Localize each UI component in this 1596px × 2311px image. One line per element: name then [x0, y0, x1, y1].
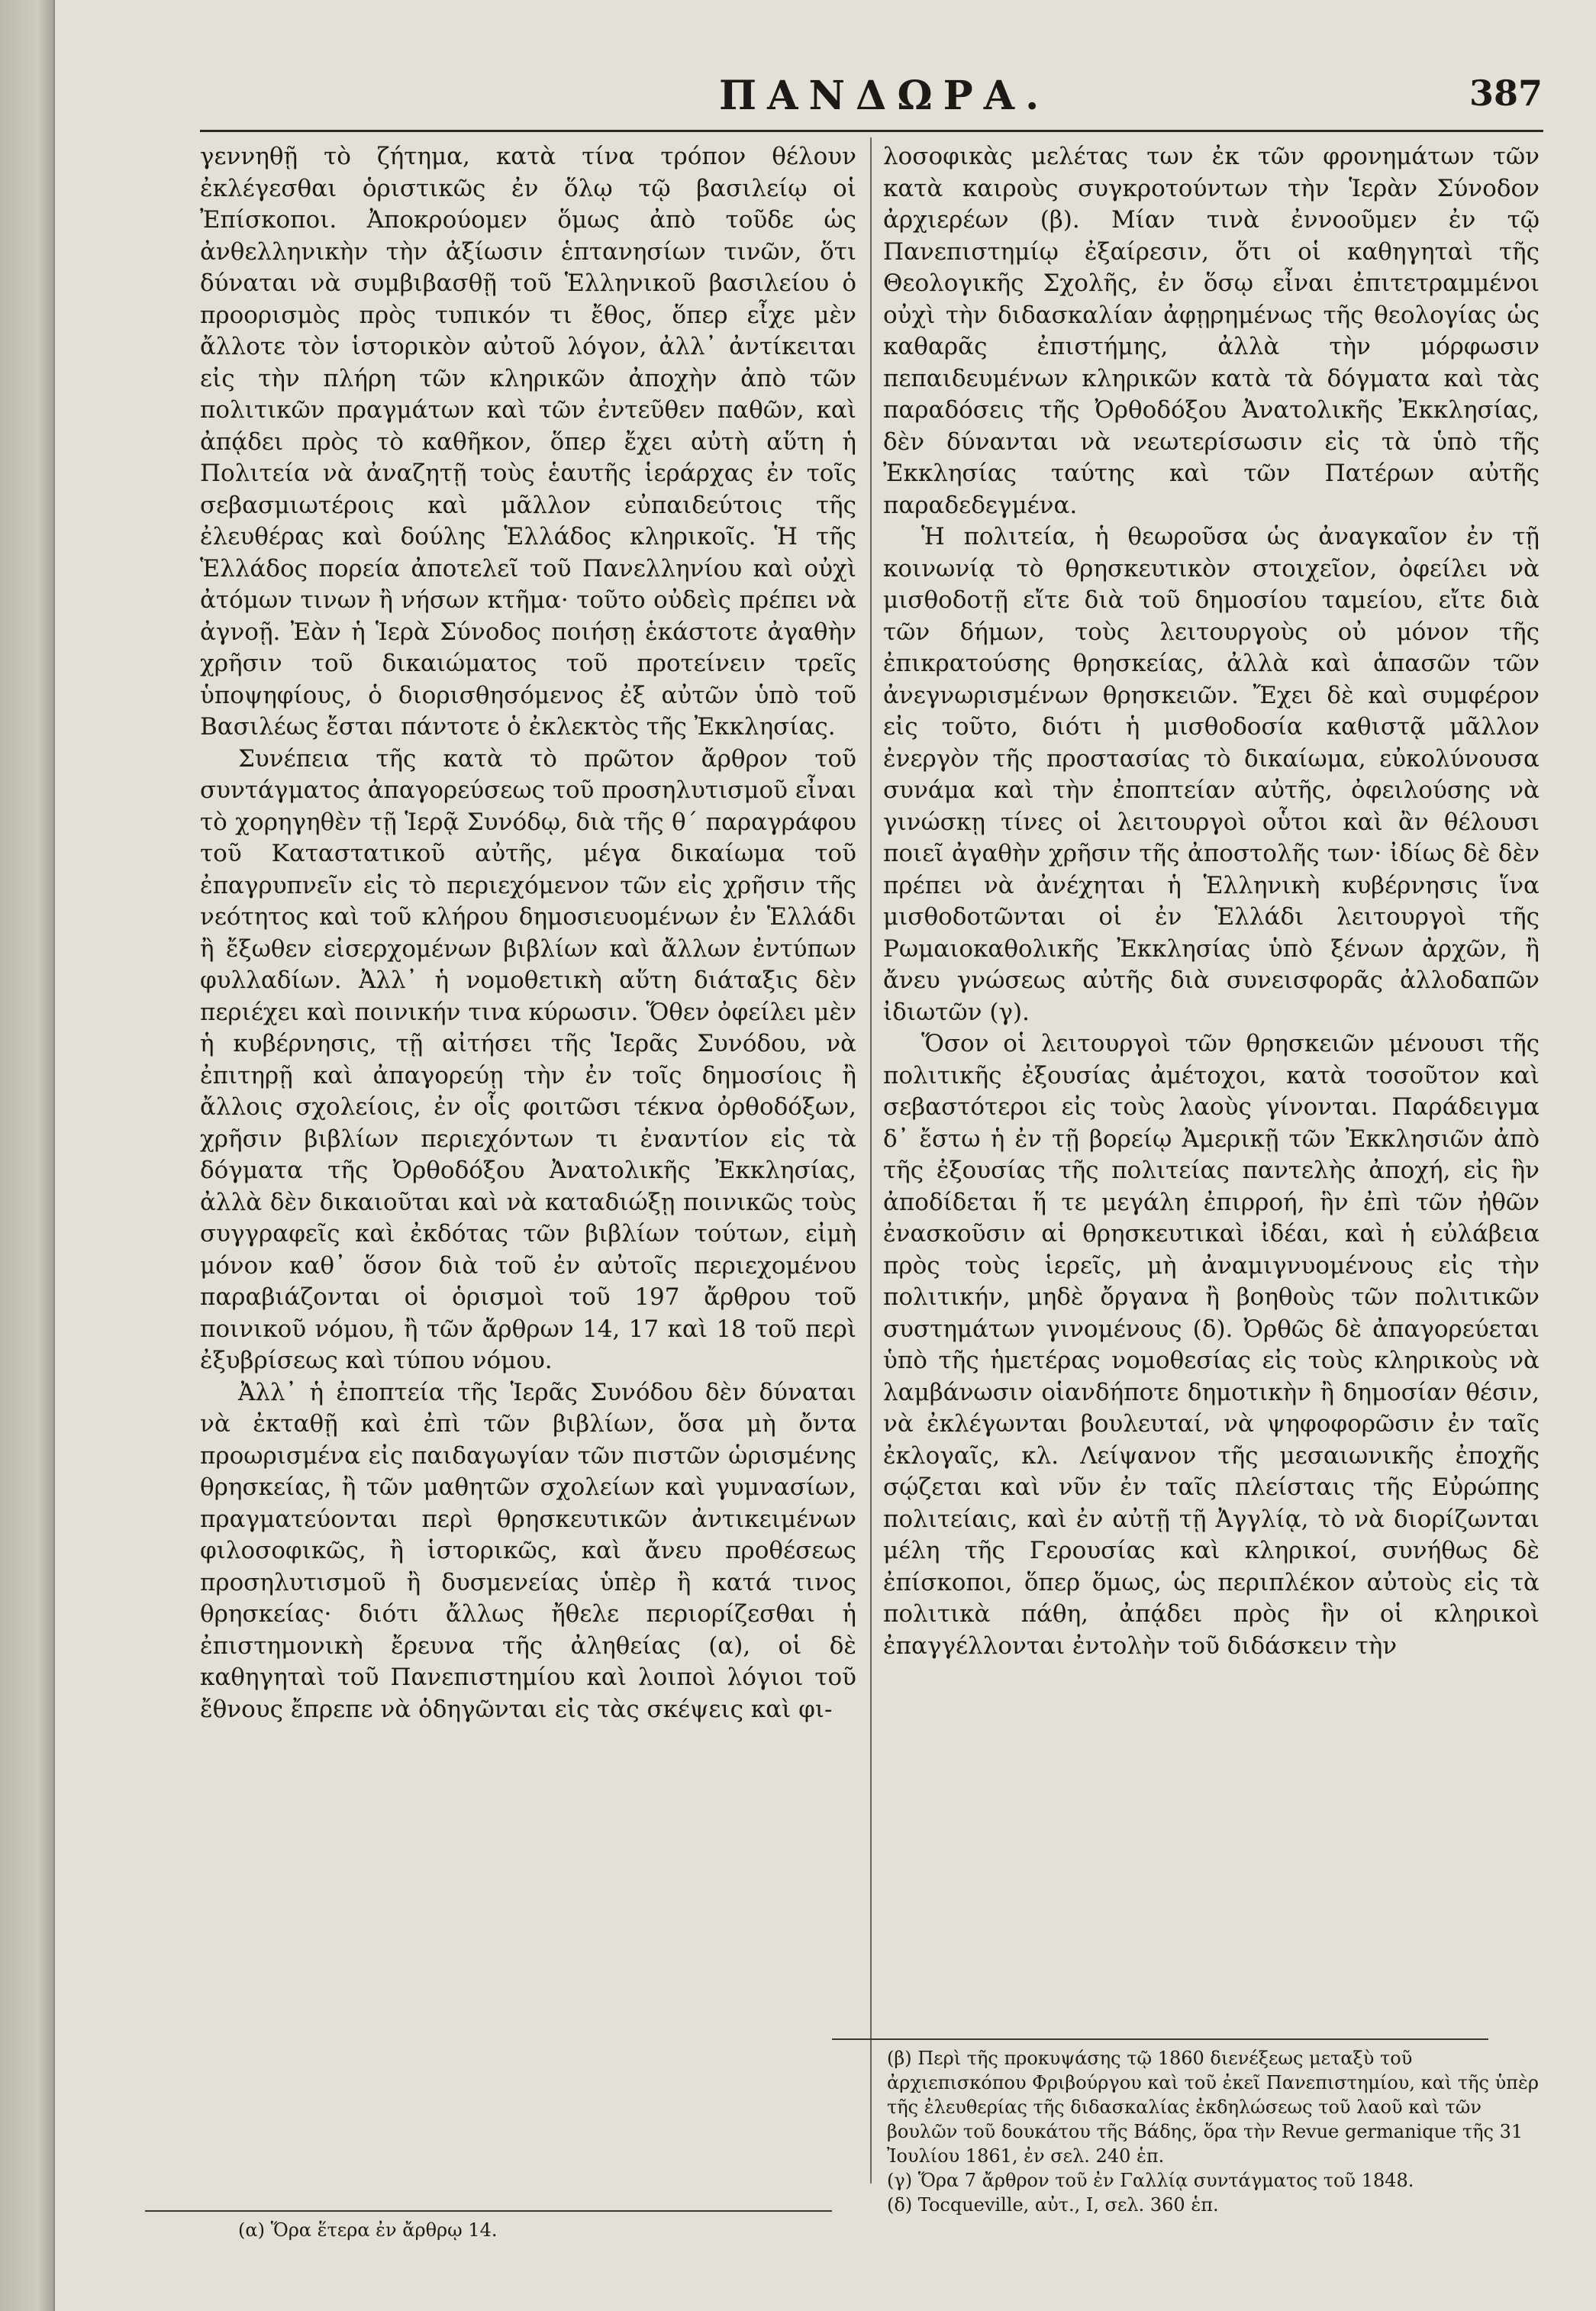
running-header — [55, 73, 1596, 126]
paragraph: γεννηθῇ τὸ ζήτημα, κατὰ τίνα τρόπον θέλουν ἐκλέγεσθαι ὁριστικῶς ἐν ὅλῳ τῷ βασιλείῳ οἱ Ἐπίσκοποι. Ἀποκρούομεν ὅμως ἀπὸ τοῦδε ὡς ἀνθελληνικὴν τὴν ἀξίωσιν ἑπτανησίων τινῶν, ὅτι δύναται νὰ συμβιβασθῇ τοῦ Ἑλληνικοῦ βασιλείου ὁ προορισμὸς πρὸς τυπικόν τι ἔθος, ὅπερ εἶχε μὲν ἄλλοτε τὸν ἱστορικὸν αὐτοῦ λόγον, ἀλλ᾽ ἀντίκειται εἰς τὴν πλήρη τῶν κληρικῶν ἀποχὴν ἀπὸ τῶν πολιτικῶν πραγμάτων καὶ τῶν ἐντεῦθεν παθῶν, καὶ ἀπᾴδει πρὸς τὸ καθῆκον, ὅπερ ἔχει αὐτὴ αὕτη ἡ Πολιτεία νὰ ἀναζητῇ τοὺς ἑαυτῆς ἱεράρχας ἐν τοῖς σεβασμιωτέροις καὶ μᾶλλον εὐπαιδεύτοις τῆς ἐλευθέρας καὶ δούλης Ἑλλάδος κληρικοῖς. Ἡ τῆς Ἑλλάδος πορεία ἀποτελεῖ τοῦ Πανελληνίου καὶ οὐχὶ ἀτόμων τινων ἢ νήσων κτῆμα· τοῦτο οὐδεὶς πρέπει νὰ ἀγνοῇ. Ἐὰν ἡ Ἱερὰ Σύνοδος ποιήσῃ ἑκάστοτε ἀγαθὴν χρῆσιν τοῦ δικαιώματος τοῦ προτείνειν τρεῖς ὑποψηφίους, ὁ διορισθησόμενος ἐξ αὐτῶν ὑπὸ τοῦ Βασιλέως ἔσται πάντοτε ὁ ἐκλεκτὸς τῆς Ἐκκλησίας. — [200, 143, 856, 741]
book-page — [55, 0, 1596, 2311]
paragraph: λοσοφικὰς μελέτας των ἐκ τῶν φρονημάτων τῶν κατὰ καιροὺς συγκροτούντων τὴν Ἱερὰν Σύνοδον ἀρχιερέων (β). Μίαν τινὰ ἐννοοῦμεν ἐν τῷ Πανεπιστημίῳ ἐξαίρεσιν, ὅτι οἱ καθηγηταὶ τῆς Θεολογικῆς Σχολῆς, ἐν ὅσῳ εἶναι ἐπιτετραμμένοι οὐχὶ τὴν διδασκαλίαν ἀφῃρημένως τῆς θεολογίας ὡς καθαρᾶς ἐπιστήμης, ἀλλὰ τὴν μόρφωσιν πεπαιδευμένων κληρικῶν κατὰ τὰ δόγματα καὶ τὰς παραδόσεις τῆς Ὀρθοδόξου Ἀνατολικῆς Ἐκκλησίας, δὲν δύνανται νὰ νεωτερίσωσιν εἰς τὰ ὑπὸ τῆς Ἐκκλησίας ταύτης καὶ τῶν Πατέρων αὐτῆς παραδεδεγμένα. — [883, 143, 1540, 519]
header-rule — [200, 130, 1543, 132]
page-number: 387 — [1469, 73, 1543, 114]
footnotes-right — [887, 2046, 1543, 2217]
journal-title: ΠΑΝΔΩΡΑ. — [719, 73, 1050, 119]
paragraph: Ἡ πολιτεία, ἡ θεωροῦσα ὡς ἀναγκαῖον ἐν τῇ κοινωνίᾳ τὸ θρησκευτικὸν στοιχεῖον, ὀφείλει νὰ μισθοδοτῇ εἴτε διὰ τοῦ δημοσίου ταμείου, εἴτε διὰ τῶν δήμων, τοὺς λειτουργοὺς οὐ μόνον τῆς ἐπικρατούσης θρησκείας, ἀλλὰ καὶ ἁπασῶν τῶν ἀνεγνωρισμένων θρησκειῶν. Ἔχει δὲ καὶ συμφέρον εἰς τοῦτο, διότι ἡ μισθοδοσία καθιστᾷ μᾶλλον ἐνεργὸν τῆς προστασίας τὸ δικαίωμα, εὐκολύνουσα συνάμα καὶ τὴν ἐποπτείαν αὐτῆς, ὀφειλούσης νὰ γινώσκῃ τίνες οἱ λειτουργοὶ οὗτοι καὶ ἂν θέλουσι ποιεῖ ἀγαθὴν χρῆσιν τῆς ἀποστολῆς των· ἰδίως δὲ δὲν πρέπει νὰ ἀνέχηται ἡ Ἑλληνικὴ κυβέρνησις ἵνα μισθοδοτῶνται οἱ ἐν Ἑλλάδι λειτουργοὶ τῆς Ρωμαιοκαθολικῆς Ἐκκλησίας ὑπὸ ξένων ἀρχῶν, ἢ ἄνευ γνώσεως αὐτῆς διὰ συνεισφορᾶς ἀλλοδαπῶν ἰδιωτῶν (γ). — [883, 523, 1540, 1026]
footnote: (α) Ὅρα ἕτερα ἐν ἄρθρῳ 14. — [238, 2219, 498, 2241]
footnote-rule — [145, 2210, 832, 2212]
paragraph: Ὅσον οἱ λειτουργοὶ τῶν θρησκειῶν μένουσι τῆς πολιτικῆς ἐξουσίας ἀμέτοχοι, κατὰ τοσοῦτον καὶ σεβαστότεροι εἰς τοὺς λαοὺς γίνονται. Παράδειγμα δ᾽ ἔστω ἡ ἐν τῇ βορείῳ Ἀμερικῇ τῶν Ἐκκλησιῶν ἀπὸ τῆς ἐξουσίας τῆς πολιτείας παντελὴς ἀποχή, εἰς ἣν ἀποδίδεται ἥ τε μεγάλη ἐπιρροή, ἣν ἐπὶ τῶν ἠθῶν ἐνασκοῦσιν αἱ θρησκευτικαὶ ἰδέαι, καὶ ἡ εὐλάβεια πρὸς τοὺς ἱερεῖς, μὴ ἀναμιγνυομένους εἰς τὴν πολιτικήν, μηδὲ ὄργανα ἢ βοηθοὺς τῶν πολιτικῶν συστημάτων γινομένους (δ). Ὀρθῶς δὲ ἀπαγορεύεται ὑπὸ τῆς ἡμετέρας νομοθεσίας εἰς τοὺς κληρικοὺς νὰ λαμβάνωσιν οἱανδήποτε δημοτικὴν ἢ δημοσίαν θέσιν, νὰ ἐκλέγωνται βουλευταί, νὰ ψηφοφορῶσιν ἐν ταῖς ἐκλογαῖς, κλ. Λείψανον τῆς μεσαιωνικῆς ἐποχῆς σῴζεται καὶ νῦν ἐν ταῖς πλείσταις τῆς Εὐρώπης πολιτείαις, καὶ ἐν αὐτῇ τῇ Ἀγγλίᾳ, τὸ νὰ διορίζωνται μέλη τῆς Γερουσίας καὶ κληρικοί, συνήθως δὲ ἐπίσκοποι, ὅπερ ὅμως, ὡς περιπλέκον αὐτοὺς εἰς τὰ πολιτικὰ πάθη, ἀπᾴδει πρὸς ἣν οἱ κληρικοὶ ἐπαγγέλλονται ἐντολὴν τοῦ διδάσκειν τὴν — [883, 1030, 1540, 1660]
left-column — [200, 141, 856, 2172]
footnote: (δ) Tocqueville, αὐτ., I, σελ. 360 ἑπ. — [887, 2194, 1219, 2216]
footnote-rule — [832, 2038, 1488, 2040]
previous-page-edge — [0, 0, 55, 2311]
right-column — [883, 141, 1540, 1882]
paragraph: Συνέπεια τῆς κατὰ τὸ πρῶτον ἄρθρον τοῦ συντάγματος ἀπαγορεύσεως τοῦ προσηλυτισμοῦ εἶναι τὸ χορηγηθὲν τῇ Ἱερᾷ Συνόδῳ, διὰ τῆς θ´ παραγράφου τοῦ Καταστατικοῦ αὐτῆς, μέγα δικαίωμα τοῦ ἐπαγρυπνεῖν εἰς τὸ περιεχόμενον τῶν εἰς χρῆσιν τῆς νεότητος καὶ τοῦ κλήρου δημοσιευομένων ἐν Ἑλλάδι ἢ ἔξωθεν εἰσερχομένων βιβλίων καὶ ἄλλων ἐντύπων φυλλαδίων. Ἀλλ᾽ ἡ νομοθετικὴ αὕτη διάταξις δὲν περιέχει καὶ ποινικήν τινα κύρωσιν. Ὅθεν ὀφείλει μὲν ἡ κυβέρνησις, τῇ αἰτήσει τῆς Ἱερᾶς Συνόδου, νὰ ἐπιτηρῇ καὶ ἀπαγορεύῃ τὴν ἐν τοῖς δημοσίοις ἢ ἄλλοις σχολείοις, ἐν οἷς φοιτῶσι τέκνα ὀρθοδόξων, χρῆσιν βιβλίων περιεχόντων τι ἐναντίον εἰς τὰ δόγματα τῆς Ὀρθοδόξου Ἀνατολικῆς Ἐκκλησίας, ἀλλὰ δὲν δικαιοῦται καὶ νὰ καταδιώξῃ ποινικῶς τοὺς συγγραφεῖς καὶ ἐκδότας τῶν βιβλίων τούτων, εἰμὴ μόνον καθ᾽ ὅσον διὰ τοῦ ἐν αὐτοῖς περιεχομένου παραβιάζονται οἱ ὁρισμοὶ τοῦ 197 ἄρθρου τοῦ ποινικοῦ νόμου, ἢ τῶν ἄρθρων 14, 17 καὶ 18 τοῦ περὶ ἐξυβρίσεως καὶ τύπου νόμου. — [200, 744, 856, 1374]
paragraph: Ἀλλ᾽ ἡ ἐποπτεία τῆς Ἱερᾶς Συνόδου δὲν δύναται νὰ ἐκταθῇ καὶ ἐπὶ τῶν βιβλίων, ὅσα μὴ ὄντα προωρισμένα εἰς παιδαγωγίαν τῶν πιστῶν ὡρισμένης θρησκείας, ἢ τῶν μαθητῶν σχολείων καὶ γυμνασίων, πραγματεύονται περὶ θρησκευτικῶν ἀντικειμένων φιλοσοφικῶς, ἢ ἱστορικῶς, καὶ ἄνευ προθέσεως προσηλυτισμοῦ ἢ δυσμενείας ὑπὲρ ἢ κατά τινος θρησκείας· διότι ἄλλως ἤθελε περιορίζεσθαι ἡ ἐπιστημονικὴ ἔρευνα τῆς ἀληθείας (α), οἱ δὲ καθηγηταὶ τοῦ Πανεπιστημίου καὶ λοιποὶ λόγιοι τοῦ ἔθνους ἔπρεπε νὰ ὁδηγῶνται εἰς τὰς σκέψεις καὶ φι- — [200, 1378, 856, 1723]
footnote: (γ) Ὅρα 7 ἄρθρον τοῦ ἐν Γαλλίᾳ συντάγματος τοῦ 1848. — [887, 2170, 1414, 2191]
footnotes-left — [238, 2218, 849, 2242]
column-divider — [870, 137, 872, 2184]
footnote: (β) Περὶ τῆς προκυψάσης τῷ 1860 διενέξεως μεταξὺ τοῦ ἀρχιεπισκόπου Φριβούργου καὶ τοῦ ἐκεῖ Πανεπιστημίου, καὶ τῆς ὑπὲρ τῆς ἐλευθερίας τῆς διδασκαλίας ἐκδηλώσεως τοῦ λαοῦ καὶ τῶν βουλῶν τοῦ δουκάτου τῆς Βάδης, ὅρα τὴν Revue germanique τῆς 31 Ἰουλίου 1861, ἐν σελ. 240 ἑπ. — [887, 2048, 1539, 2167]
